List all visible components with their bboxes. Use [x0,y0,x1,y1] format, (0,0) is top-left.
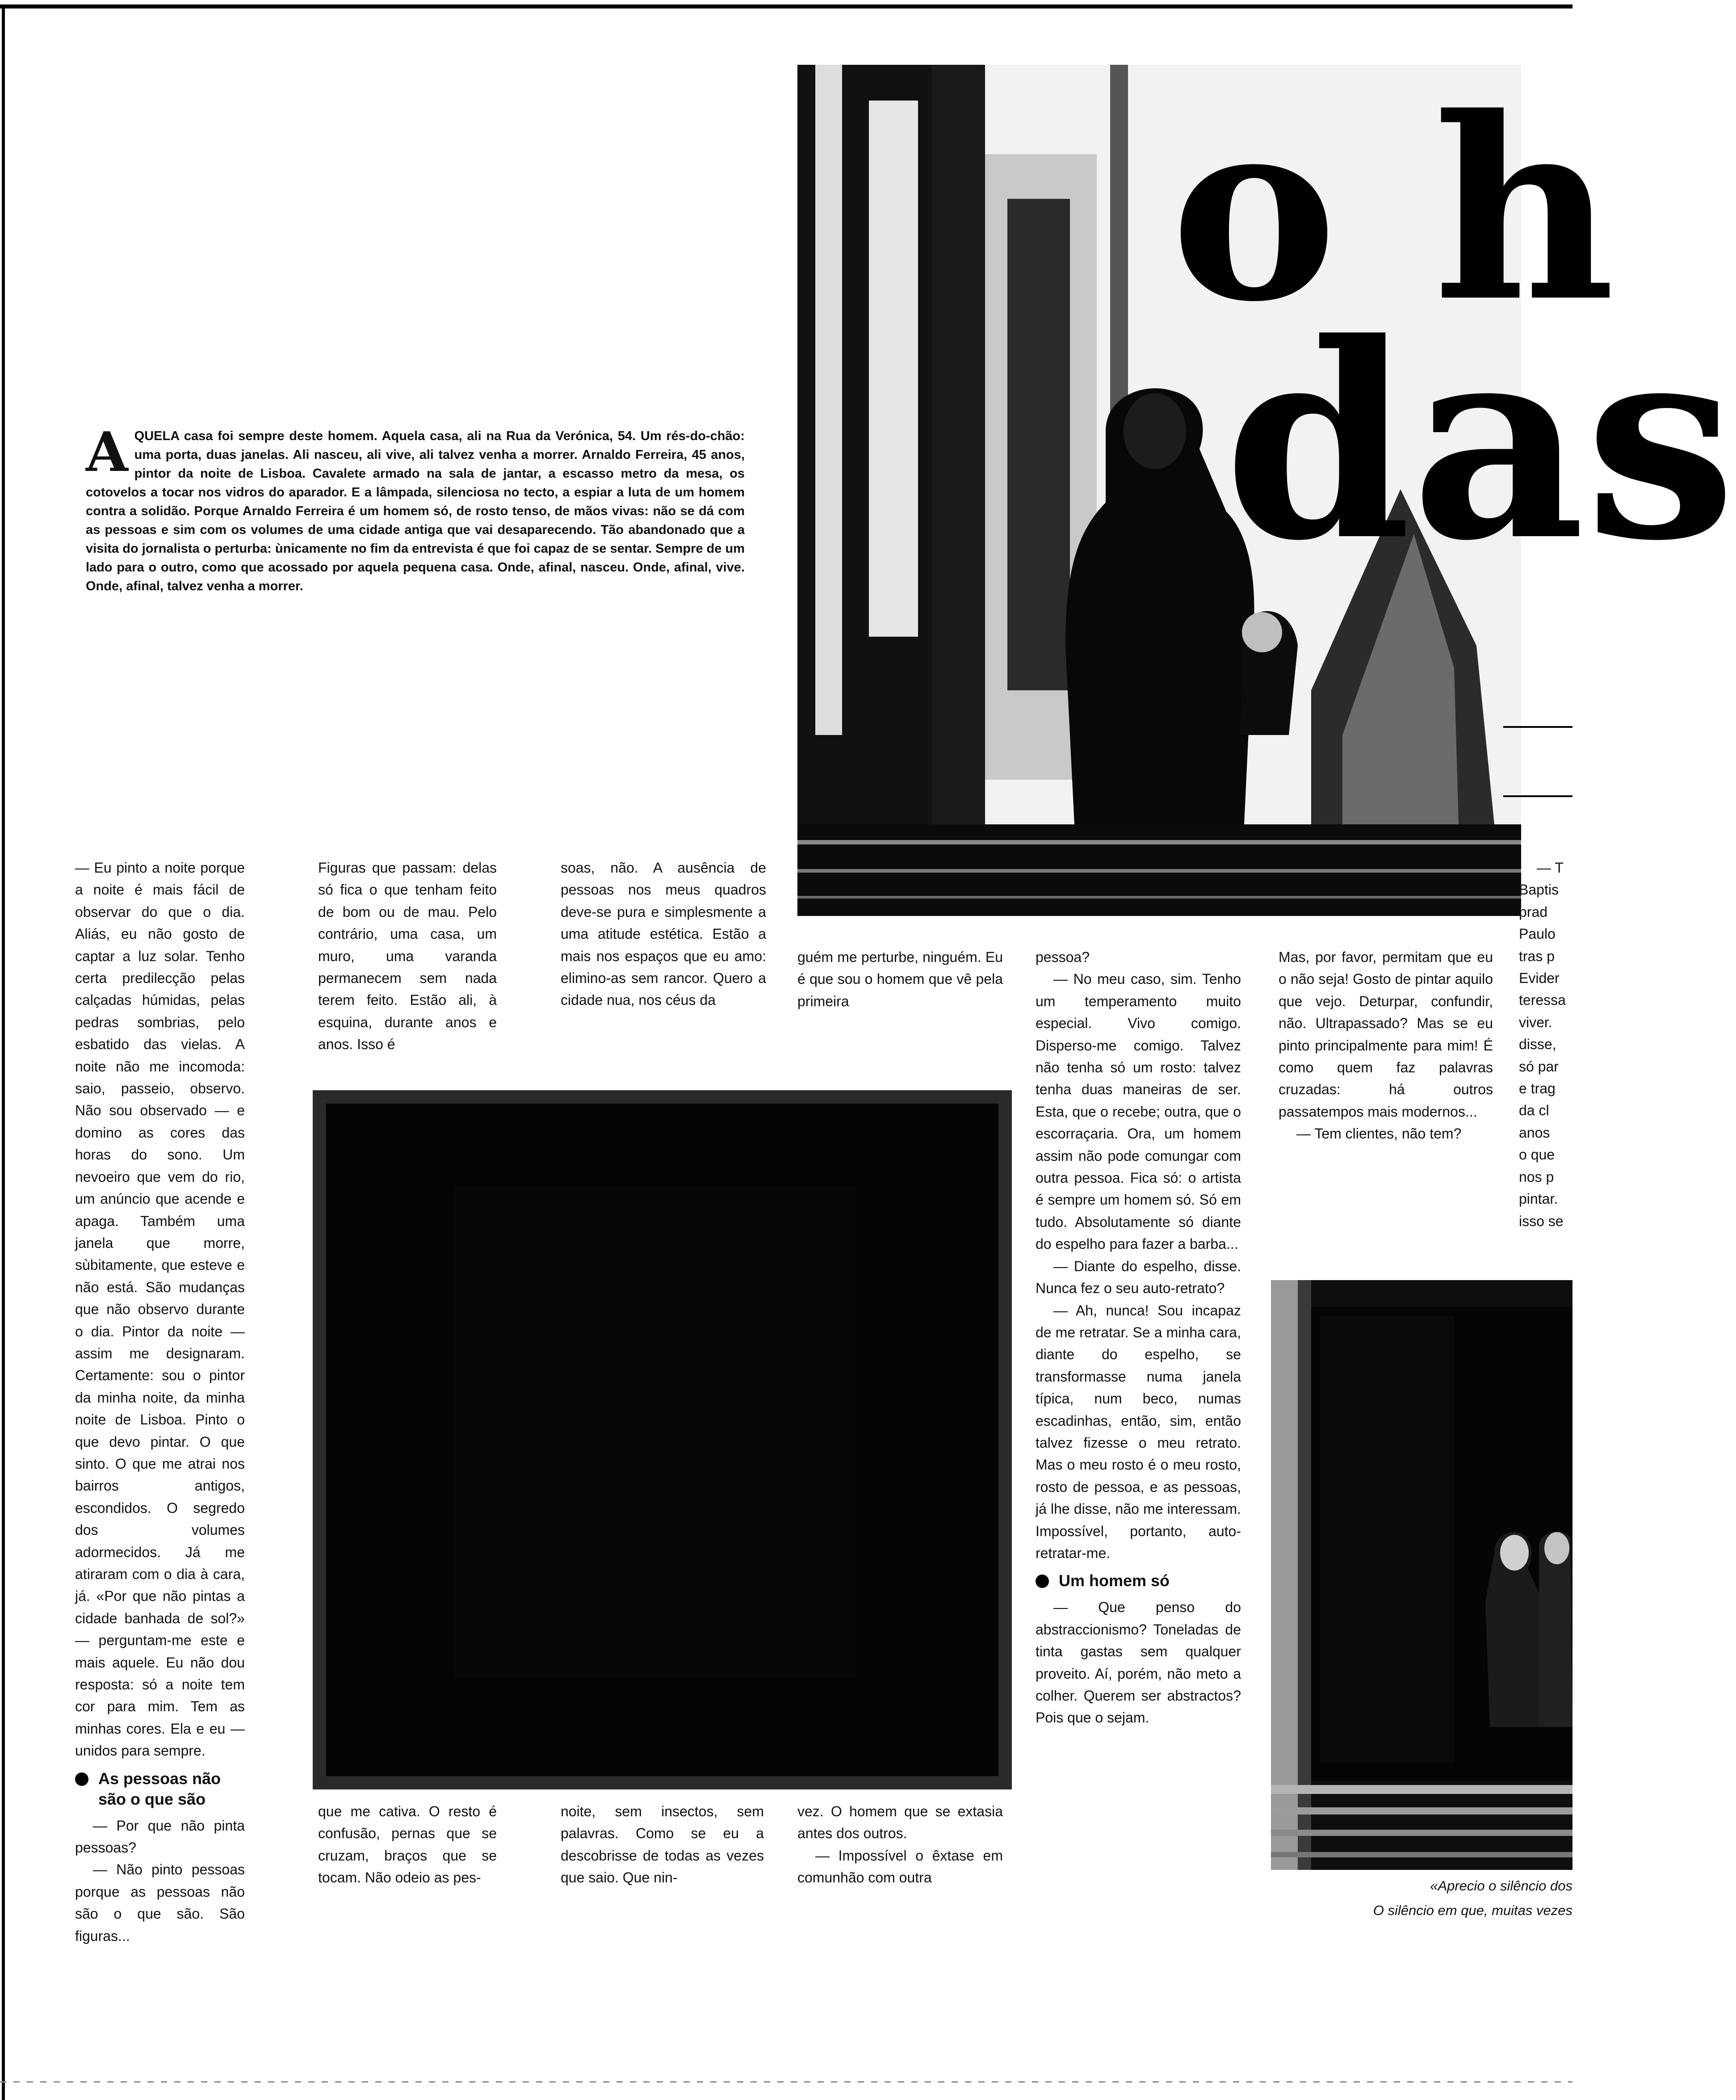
col5-paragraph-4: — Ah, nunca! Sou incapaz de me retratar. Se a minha cara, diante do espelho, se transformasse numa janela típica, num beco, numas escadinhas, então, sim, então talvez fizesse o meu retrato. Mas o meu rosto é o meu rosto, rosto de pessoa, e as pessoas, já lhe disse, não me interessam. Impossível, portanto, auto-retratar-me. [1036,1302,1241,1561]
col5-subhead [1036,1571,1241,1591]
col1-paragraph-2: — Por que não pinta pessoas? [75,1817,245,1856]
column-1 [75,857,245,1947]
col5-paragraph-5: — Que penso do abstraccionismo? Toneladas de tinta gastas sem qualquer proveito. Aí, porém, não meto a colher. Querem ser abstractos? Pois que o sejam. [1036,1599,1241,1726]
col7-line: disse, [1519,1036,1556,1053]
col7-line: da cl [1519,1102,1549,1119]
photo-men-at-doorway [1271,1280,1572,1870]
column-7 [1519,857,1572,1232]
col7-line: tras p [1519,948,1555,964]
headline-rule-2 [1503,795,1572,797]
headline-line-1: o h [1170,63,1620,357]
column-3-bottom [561,1801,764,1889]
column-4-bottom [797,1801,1003,1889]
col4-top-text: guém me perturbe, ninguém. Eu é que sou o homem que vê pela primeira [797,949,1003,1009]
col7-line: só par [1519,1058,1559,1075]
headline-line-2: das [1224,285,1736,600]
col1-paragraph-1: — Eu pinto a noite porque a noite é mais fácil de observar do que o dia. Aliás, eu não gosto de captar a luz solar. Tenho certa predilecção pelas calçadas húmidas, pelas pedras sombrias, pelo esbatido das vielas. A noite não me incomoda: saio, passeio, observo. Não sou observado — e domino as cores das horas do sono. Um nevoeiro que vem do rio, um anúncio que acende e apaga. Também uma janela que morre, sùbitamente, que esteve e não está. São mudanças que não observo durante o dia. Pintor da noite — assim me designaram. Certamente: sou o pintor da minha noite, da minha noite de Lisboa. Pinto o que devo pintar. O que sinto. O que me atrai nos bairros antigos, escondidos. O segredo dos volumes adormecidos. Já me atiraram com o dia à cara, já. «Por que não pintas a cidade banhada de sol?» — perguntam-me este e mais aquele. Eu não dou resposta: só a noite tem cor para mim. Tem as minhas cores. Ela e eu — unidos para sempre. [75,860,245,1759]
photo-caption-line-1: «Aprecio o silêncio dos [1430,1878,1572,1894]
col7-line: pintar. [1519,1191,1558,1207]
col6-paragraph-1: Mas, por favor, permitam que eu o não seja! Gosto de pintar aquilo que vejo. Deturpar, confundir, não. Ultrapassado? Mas se eu pinto principalmente para mim! É como quem faz palavras cruzadas: há outros passatempos mais modernos... [1279,949,1493,1120]
col6-paragraph-2: — Tem clientes, não tem? [1296,1126,1462,1142]
col4-bottom-text-2: — Impossível o êxtase em comunhão com outra [797,1847,1003,1886]
col2-top-text: Figuras que passam: delas só fica o que tenham feito de bom ou de mau. Pelo contrário, uma casa, um muro, uma varanda permanecem sem nada terem feito. Estão ali, à esquina, durante anos e anos. Isso é [318,860,497,1053]
photo-dark-interior-graphic [319,1097,1005,1783]
col7-line: nos p [1519,1168,1554,1185]
col5-subhead-text: Um homem só [1059,1571,1170,1590]
column-3-top [561,857,766,1012]
col3-bottom-text: noite, sem insectos, sem palavras. Como se eu a descobrisse de todas as vezes que saio. Que nin- [561,1803,764,1886]
photo-dark-interior [319,1097,1005,1783]
col7-line: Baptis [1519,882,1559,898]
col4-bottom-text-1: vez. O homem que se extasia antes dos outros. [797,1803,1003,1842]
col7-line: isso se [1519,1213,1564,1229]
bullet-icon [75,1772,88,1786]
col7-line: viver. [1519,1014,1552,1030]
col1-subhead-text: As pessoas não são o que são [98,1769,221,1808]
col7-line: prad [1519,903,1548,920]
col7-line: Paulo [1519,926,1556,942]
col2-bottom-text: que me cativa. O resto é confusão, pernas que se cruzam, braços que se tocam. Não odeio as pes- [318,1803,497,1886]
col5-paragraph-2: — No meu caso, sim. Tenho um temperamento muito especial. Vivo comigo. Disperso-me comigo. Talvez não tenha só um rosto: talvez tenha duas maneiras de ser. Esta, que o recebe; outra, que o escorraçaria. Ora, um homem assim não pode comungar com outra pessoa. Fica só: o artista é sempre um homem só. Só em tudo. Absolutamente só diante do espelho para fazer a barba... [1036,971,1241,1252]
col7-line: o que [1519,1147,1555,1163]
bullet-icon [1036,1575,1049,1588]
intro-text: QUELA casa foi sempre deste homem. Aquela casa, ali na Rua da Verónica, 54. Um rés-do-chão: uma porta, duas janelas. Ali nasceu, ali vive, ali talvez venha a morrer. Arnaldo Ferreira, 45 anos, pintor da noite de Lisboa. Cavalete armado na sala de jantar, a escasso metro da mesa, os cotovelos a tocar nos vidros do aparador. E a lâmpada, silenciosa no tecto, a espiar a luta de um homem contra a solidão. Porque Arnaldo Ferreira é um homem só, de rosto tenso, de mãos vivas: não se dá com as pessoas e sim com os volumes de uma cidade antiga que vai desaparecendo. Tão abandonado que a visita do jornalista o perturba: ùnicamente no fim da entrevista é que foi capaz de se sentar. Sempre de um lado para o outro, como que acossado por aquela pequena casa. Onde, afinal, nasceu. Onde, afinal, vive. Onde, afinal, talvez venha a morrer. [86,429,745,593]
column-2-top [318,857,497,1056]
col5-paragraph-3: — Diante do espelho, disse. Nunca fez o seu auto-retrato? [1036,1258,1241,1297]
col7-line: — T [1537,860,1564,876]
column-5 [1036,946,1241,1729]
col3-top-text: soas, não. A ausência de pessoas nos meus quadros deve-se pura e simplesmente a uma atitude estética. Estão a mais nos espaços que eu amo: elimino-as sem rancor. Quero a cidade nua, nos céus da [561,860,766,1008]
column-4-top [797,946,1003,1012]
col7-line: e trag [1519,1080,1556,1097]
col7-line: Evider [1519,970,1560,987]
col7-line: teressa [1519,992,1566,1008]
intro-dropcap: A [86,420,128,484]
col5-paragraph-1: pessoa? [1036,949,1090,965]
col1-paragraph-3: — Não pinto pessoas porque as pessoas não são o que são. São figuras... [75,1861,245,1944]
intro-paragraph [86,420,745,596]
left-border-line [2,4,5,2100]
photo-men-at-doorway-graphic [1271,1280,1572,1870]
bottom-dotted-line [0,2081,1572,2083]
col7-line: anos [1519,1124,1550,1141]
photo-caption-line-2: O silêncio em que, muitas vezes [1373,1903,1572,1918]
headline-rule-1 [1503,726,1572,728]
column-2-bottom [318,1801,497,1889]
column-6 [1279,946,1493,1145]
col1-subhead [75,1768,245,1810]
top-border-line [0,4,1572,8]
